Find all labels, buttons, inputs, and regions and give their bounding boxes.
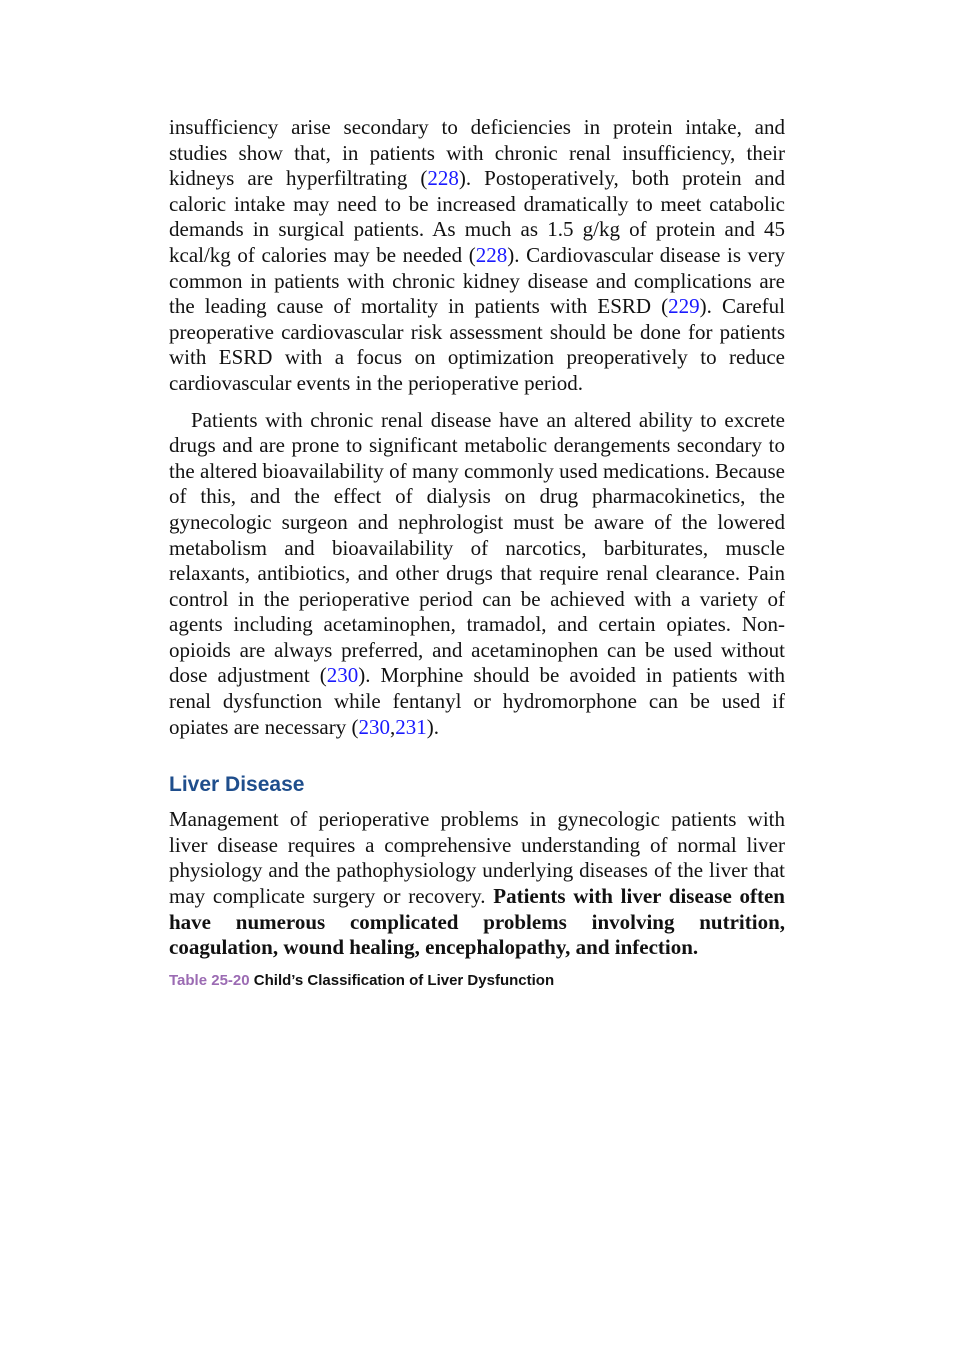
table-number: Table 25-20 xyxy=(169,971,250,989)
paragraph-liver-management xyxy=(169,807,785,961)
paragraph-text: insufficiency arise secondary to deficiencies in protein intake, and studies show that, in patients with chronic renal insufficiency, their kidneys are hyperfiltrating ( xyxy=(169,115,785,191)
paragraph-text: ). Postoperatively, both protein and caloric intake may need to be increased dramatically to meet catabolic demands in surgical patients. As much as 1.5 g/kg of protein and 45 kcal/kg of calories may be needed ( xyxy=(169,166,785,267)
paragraph-text: Management of perioperative problems in gynecologic patients with liver disease requires a comprehensive understanding of normal liver physiology and the pathophysiology underlying diseases of the liver that may complicate surgery or recovery. xyxy=(169,807,785,909)
reference-link-230[interactable]: 230 xyxy=(358,714,390,739)
table-title: Child’s Classification of Liver Dysfunction xyxy=(253,971,555,989)
section-heading-liver-disease: Liver Disease xyxy=(169,773,305,797)
reference-link-229[interactable]: 229 xyxy=(668,294,700,319)
reference-separator: , xyxy=(389,714,396,739)
paragraph-renal-nutrition xyxy=(169,115,785,397)
paragraph-text: Patients with chronic renal disease have an altered ability to excrete drugs and are prone to significant metabolic derangements secondary to the altered bioavailability of many commonly used medications. Because of this, and the effect of dialysis on drug pharmacokinetics, the gynecologic surgeon and nephrologist must be aware of the lowered metabolism and bioavailability of narcotics, barbiturates, muscle relaxants, antibiotics, and other drugs that require renal clearance. Pain control in the perioperative period can be achieved with a variety of agents including acetaminophen, tramadol, and certain opiates. Non-opioids are always preferred, and acetaminophen can be used without dose adjustment ( xyxy=(169,407,785,688)
paragraph-text: ). Careful preoperative cardiovascular risk assessment should be done for patients with ESRD with a focus on optimization preoperatively to reduce cardiovascular events in the perioperative period. xyxy=(169,294,785,395)
table-caption xyxy=(169,971,785,991)
paragraph-text: ). Cardiovascular disease is very common in patients with chronic kidney disease and complications are the leading cause of mortality in patients with ESRD ( xyxy=(169,242,785,319)
paragraph-text: ). xyxy=(426,714,439,739)
reference-link-228[interactable]: 228 xyxy=(427,166,459,191)
reference-link-228[interactable]: 228 xyxy=(475,242,508,267)
reference-link-231[interactable]: 231 xyxy=(395,714,427,739)
page-content xyxy=(169,115,785,991)
reference-link-230[interactable]: 230 xyxy=(326,663,359,688)
paragraph-text: ). Morphine should be avoided in patients with renal dysfunction while fentanyl or hydromorphone can be used if opiates are necessary ( xyxy=(169,663,785,739)
paragraph-renal-drugs xyxy=(169,408,785,741)
paragraph-bold-text: Patients with liver disease often have numerous complicated problems involving nutrition, coagulation, wound healing, encephalopathy, and infection. xyxy=(169,884,785,960)
